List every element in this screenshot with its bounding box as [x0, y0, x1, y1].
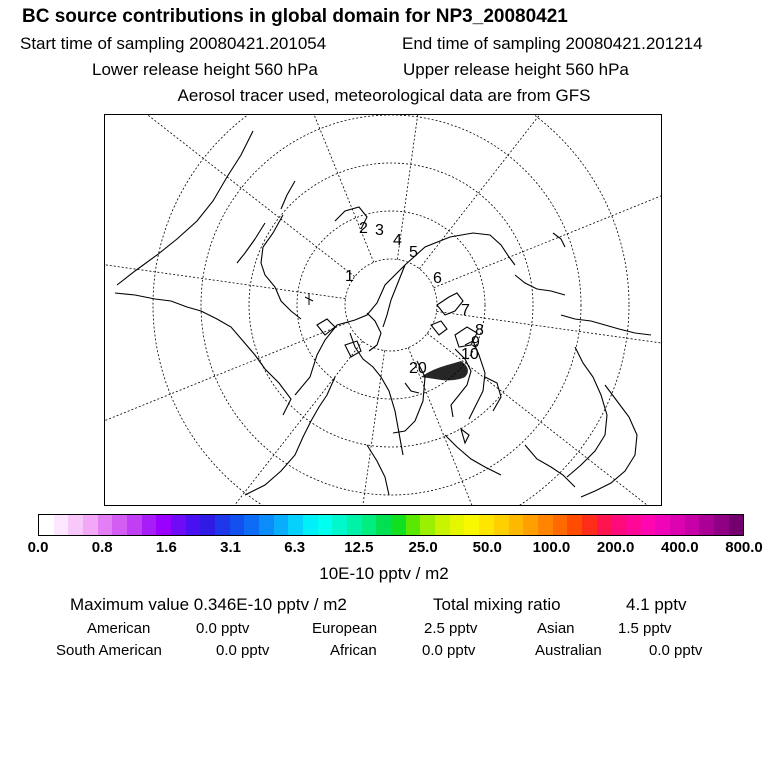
colorbar-segment	[641, 515, 656, 535]
trajectory-label-1: 1	[345, 268, 354, 285]
colorbar-segment	[420, 515, 435, 535]
colorbar-tick-labels	[0, 539, 768, 559]
colorbar-segment	[200, 515, 215, 535]
colorbar-segment	[362, 515, 377, 535]
colorbar-segment	[274, 515, 289, 535]
colorbar-segment	[347, 515, 362, 535]
colorbar-segment	[215, 515, 230, 535]
trajectory-label-20: 20	[409, 360, 427, 377]
colorbar-tick-label: 50.0	[472, 539, 502, 556]
colorbar-segment	[538, 515, 553, 535]
trajectory-label-10: 10	[461, 346, 479, 363]
colorbar-segment	[142, 515, 157, 535]
colorbar-segment	[391, 515, 406, 535]
colorbar-tick-label: 25.0	[408, 539, 438, 556]
colorbar-tick-label: 12.5	[344, 539, 374, 556]
colorbar-segment	[186, 515, 201, 535]
region-name-asian: Asian	[537, 620, 575, 637]
colorbar-segment	[509, 515, 524, 535]
colorbar-tick-label: 200.0	[596, 539, 635, 556]
coastlines	[115, 131, 651, 497]
upper-release-height: Upper release height 560 hPa	[403, 60, 629, 79]
trajectory-label-9: 9	[471, 334, 480, 351]
colorbar-segment	[259, 515, 274, 535]
colorbar-segment	[626, 515, 641, 535]
colorbar-segment	[288, 515, 303, 535]
colorbar-tick-label: 0.0	[27, 539, 49, 556]
colorbar-segment	[450, 515, 465, 535]
colorbar-segment	[83, 515, 98, 535]
colorbar-segment	[655, 515, 670, 535]
aerosol-note: Aerosol tracer used, meteorological data are from GFS	[177, 86, 591, 105]
end-time-label: End time of sampling 20080421.201214	[402, 34, 703, 53]
trajectory-label-6: 6	[433, 270, 442, 287]
region-name-african: African	[330, 642, 377, 659]
colorbar	[38, 514, 744, 536]
region-name-south-american: South American	[56, 642, 162, 659]
region-name-american: American	[87, 620, 151, 637]
region-name-australian: Australian	[535, 642, 602, 659]
total-mixing-label: Total mixing ratio	[433, 595, 561, 614]
colorbar-segment	[127, 515, 142, 535]
region-value-asian: 1.5 pptv	[618, 620, 672, 637]
trajectory-label-5: 5	[409, 244, 418, 261]
region-value-african: 0.0 pptv	[422, 642, 476, 659]
region-value-american: 0.0 pptv	[196, 620, 250, 637]
region-name-european: European	[312, 620, 378, 637]
colorbar-segment	[171, 515, 186, 535]
colorbar-segment	[729, 515, 744, 535]
colorbar-segment	[597, 515, 612, 535]
colorbar-segment	[39, 515, 54, 535]
colorbar-segment	[567, 515, 582, 535]
trajectory-label-7: 7	[461, 302, 470, 319]
colorbar-segment	[230, 515, 245, 535]
start-time-label: Start time of sampling 20080421.201054	[20, 34, 327, 53]
colorbar-segment	[685, 515, 700, 535]
region-value-australian: 0.0 pptv	[649, 642, 703, 659]
colorbar-segment	[376, 515, 391, 535]
colorbar-segment	[303, 515, 318, 535]
colorbar-segment	[699, 515, 714, 535]
colorbar-segment	[611, 515, 626, 535]
trajectory-label-2: 2	[359, 220, 368, 237]
colorbar-tick-label: 6.3	[284, 539, 306, 556]
colorbar-segment	[714, 515, 729, 535]
colorbar-tick-label: 0.8	[91, 539, 113, 556]
lower-release-height: Lower release height 560 hPa	[92, 60, 318, 79]
graticule	[105, 115, 662, 506]
figure-title: BC source contributions in global domain for NP3_20080421	[22, 6, 568, 27]
colorbar-tick-label: 1.6	[155, 539, 177, 556]
colorbar-tick-label: 3.1	[220, 539, 241, 556]
polar-map	[104, 114, 662, 506]
colorbar-segment	[479, 515, 494, 535]
colorbar-segment	[54, 515, 69, 535]
colorbar-segment	[494, 515, 509, 535]
colorbar-segment	[98, 515, 113, 535]
colorbar-segment	[670, 515, 685, 535]
colorbar-segment	[464, 515, 479, 535]
max-value-label: Maximum value 0.346E-10 pptv / m2	[70, 595, 347, 614]
colorbar-segment	[244, 515, 259, 535]
colorbar-segment	[112, 515, 127, 535]
trajectory-label-3: 3	[375, 222, 384, 239]
region-value-south-american: 0.0 pptv	[216, 642, 270, 659]
region-value-european: 2.5 pptv	[424, 620, 478, 637]
colorbar-tick-label: 800.0	[725, 539, 763, 556]
colorbar-segment	[553, 515, 568, 535]
colorbar-segment	[582, 515, 597, 535]
colorbar-segment	[318, 515, 333, 535]
colorbar-tick-label: 100.0	[532, 539, 571, 556]
colorbar-segment	[435, 515, 450, 535]
map-graphic	[105, 115, 662, 506]
trajectory-label-4: 4	[393, 232, 402, 249]
colorbar-segment	[156, 515, 171, 535]
colorbar-units: 10E-10 pptv / m2	[319, 564, 449, 583]
colorbar-tick-label: 400.0	[661, 539, 699, 556]
colorbar-segment	[332, 515, 347, 535]
colorbar-segment	[406, 515, 421, 535]
colorbar-segment	[523, 515, 538, 535]
total-mixing-value: 4.1 pptv	[626, 595, 687, 614]
trajectory-label-8: 8	[475, 322, 484, 339]
colorbar-segment	[68, 515, 83, 535]
